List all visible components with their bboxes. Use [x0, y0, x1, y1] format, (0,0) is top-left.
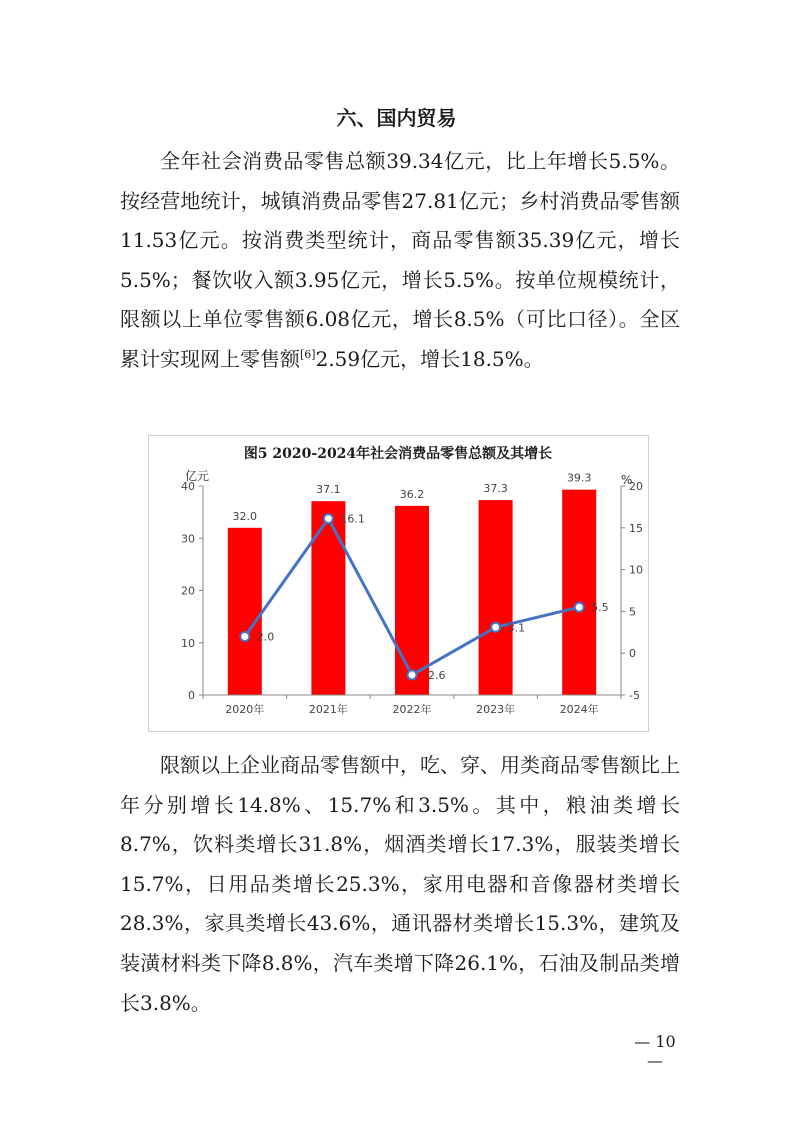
paragraph-retail-summary-tail: 2.59亿元，增长18.5%。 [315, 346, 544, 371]
bar [562, 490, 596, 695]
bar-value-label: 37.1 [316, 483, 341, 497]
section-heading: 六、国内贸易 [336, 106, 457, 130]
x-axis-tick-label: 2023年 [476, 703, 516, 716]
x-axis-tick-label: 2020年 [225, 703, 265, 716]
left-axis-tick-label: 40 [181, 480, 195, 493]
bar [228, 528, 262, 695]
left-axis [181, 480, 203, 702]
bar-value-label: 36.2 [399, 487, 425, 501]
x-axis [203, 695, 621, 716]
left-axis-tick-label: 30 [181, 532, 195, 546]
growth-point [408, 670, 417, 679]
right-axis-tick-label: 5 [629, 605, 636, 619]
right-axis-tick-label: 10 [629, 563, 643, 577]
bar [479, 500, 513, 695]
retail-sales-chart-canvas [149, 436, 648, 731]
growth-value-label: 3.1 [507, 621, 526, 635]
paragraph-retail-summary [120, 142, 680, 380]
growth-value-label: 5.5 [591, 601, 609, 615]
growth-point [324, 514, 333, 523]
page-number: — 10 — [634, 1032, 676, 1070]
x-axis-tick-label: 2024年 [559, 703, 599, 716]
right-axis-tick-label: 15 [629, 521, 643, 535]
growth-value-label: 2.0 [256, 630, 275, 644]
x-axis-tick-label: 2022年 [392, 703, 432, 716]
paragraph-category-growth: 限额以上企业商品零售额中，吃、穿、用类商品零售额比上年分别增长14.8%、15.7%和3.5%。其中，粮油类增长8.7%，饮料类增长31.8%，烟酒类增长17.3%，服装类增长15.7%，日用品类增长25.3%，家用电器和音像器材类增长28.3%，家具类增长43.6%，通讯器材类增长15.3%，建筑及装潢材料类下降8.8%，汽车类增下降26.1%，石油及制品类增长3.8%。 [120, 753, 680, 1015]
left-axis-tick-label: 20 [181, 584, 195, 598]
right-axis-tick-label: -5 [629, 689, 640, 702]
growth-value-label: -2.6 [424, 668, 446, 682]
growth-value-label: 16.1 [340, 512, 365, 526]
left-axis-tick-label: 10 [181, 636, 195, 650]
bar-value-label: 39.3 [566, 471, 592, 485]
right-axis [621, 480, 643, 702]
paragraph-retail-summary-text: 全年社会消费品零售总额39.34亿元，比上年增长5.5%。按经营地统计，城镇消费品零售27.81亿元；乡村消费品零售额11.53亿元。按消费类型统计，商品零售额35.39亿元，增长5.5%；餐饮收入额3.95亿元，增长5.5%。按单位规模统计，限额以上单位零售额6.08亿元，增长8.5%（可比口径）。全区累计实现网上零售额 [120, 149, 680, 371]
growth-point [575, 603, 584, 612]
footnote-marker: [6] [300, 347, 316, 361]
bar-value-label: 37.3 [483, 482, 508, 496]
right-axis-tick-label: 0 [629, 647, 636, 661]
bar-value-label: 32.0 [232, 509, 258, 523]
chart-title: 图5 2020-2024年社会消费品零售总额及其增长 [243, 446, 553, 462]
right-axis-tick-label: 20 [629, 480, 643, 493]
growth-point [491, 623, 500, 632]
bar [311, 501, 345, 695]
growth-point [240, 632, 249, 641]
left-axis-unit: 亿元 [185, 469, 210, 483]
left-axis-tick-label: 0 [188, 689, 195, 702]
right-axis-unit: % [621, 473, 633, 487]
retail-sales-chart [148, 435, 649, 732]
x-axis-tick-label: 2021年 [308, 703, 348, 716]
